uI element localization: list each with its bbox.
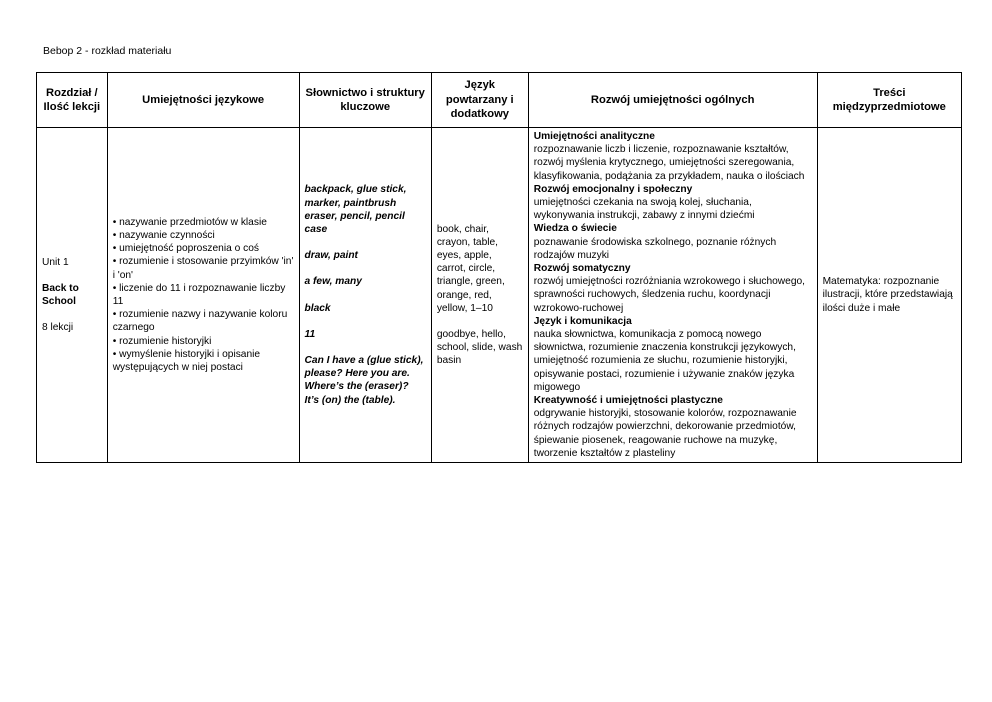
header-cross-curricular: Treści międzyprzedmiotowe [817, 73, 961, 128]
repeated-words: book, chair, crayon, table, eyes, apple, carrot, circle, triangle, green, orange, red, yellow, 1–10 [436, 223, 505, 314]
list-item: • rozumienie i stosowanie przyimków 'in' i 'on' [112, 256, 294, 281]
table-row [37, 128, 962, 463]
skill-heading: Wiedza o świecie [533, 223, 617, 235]
list-item: • nazywanie przedmiotów w klasie [112, 216, 267, 228]
skill-heading: Rozwój somatyczny [533, 263, 631, 275]
header-general-skills: Rozwój umiejętności ogólnych [528, 73, 817, 128]
cell-general-skills [528, 128, 817, 463]
header-chapter: Rozdział / Ilość lekcji [37, 73, 108, 128]
skill-heading: Kreatywność i umiejętności plastyczne [533, 395, 723, 407]
list-item: • wymyślenie historyjki i opisanie występujących w niej postaci [112, 348, 261, 374]
header-row [37, 73, 962, 128]
lesson-count: 8 lekcji [42, 322, 74, 334]
skill-heading: Rozwój emocjonalny i społeczny [533, 183, 693, 195]
cell-chapter [37, 128, 108, 463]
unit-title: Back to School [42, 282, 79, 308]
cell-repeated-language [431, 128, 528, 463]
header-repeated-language: Język powtarzany i dodatkowy [431, 73, 528, 128]
skill-text: nauka słownictwa, komunikacja z pomocą nowego słownictwa, rozumienie znaczenia konstrukcji językowych, umiejętność rozumienia ze słuchu, rozumienie historyjki, opisywanie postaci, rozumienie i używanie znaków języka migowego [533, 329, 796, 393]
cell-language-skills [107, 128, 299, 463]
list-item: • nazywanie czynności [112, 230, 215, 242]
vocab-number: 11 [304, 328, 316, 340]
skill-text: umiejętności czekania na swoją kolej, słuchania, wykonywania instrukcji, zabawy z innymi dziećmi [533, 197, 755, 222]
list-item: • rozumienie historyjki [112, 335, 212, 347]
vocab-phrases: Can I have a (glue stick), please? Here you are. Where’s the (eraser)? It’s (on) the (table). [304, 354, 424, 406]
skill-heading: Umiejętności analityczne [533, 131, 655, 142]
skill-text: rozwój umiejętności rozróżniania wzrokowego i słuchowego, sprawności ruchowych, śledzenia ruchu, koordynacji wzrokowo-ruchowej [533, 276, 805, 314]
skill-text: odgrywanie historyjki, stosowanie kolorów, rozpoznawanie różnych rodzajów powierzchni, dekorowanie przedmiotów, śpiewanie piosenek, reagowanie ruchowe na muzykę, tworzenie kształtów z plasteliny [533, 408, 797, 459]
skill-text: poznawanie środowiska szkolnego, poznanie różnych rodzajów muzyki [533, 236, 777, 261]
vocab-quantity: a few, many [304, 276, 362, 288]
list-item: • liczenie do 11 i rozpoznawanie liczby 11 [112, 282, 286, 308]
cross-curricular-text: Matematyka: rozpoznanie ilustracji, które przedstawiają ilości duże i małe [822, 276, 953, 314]
list-item: • umiejętność poproszenia o coś [112, 243, 259, 255]
unit-number: Unit 1 [42, 256, 69, 268]
vocab-nouns: backpack, glue stick, marker, paintbrush eraser, pencil, pencil case [304, 184, 407, 235]
skill-text: rozpoznawanie liczb i liczenie, rozpoznawanie kształtów, rozwój myślenia krytycznego, umiejętności szeregowania, klasyfikowania, podążania za przykładem, nauka o ilościach [533, 144, 805, 182]
vocab-color: black [304, 302, 331, 314]
syllabus-table [36, 72, 962, 463]
cell-vocabulary [299, 128, 431, 463]
vocab-verbs: draw, paint [304, 250, 358, 262]
document-title: Bebop 2 - rozkład materiału [43, 45, 172, 57]
additional-words: goodbye, hello, school, slide, wash basin [436, 328, 523, 367]
cell-cross-curricular [817, 128, 961, 463]
list-item: • rozumienie nazwy i nazywanie koloru czarnego [112, 309, 288, 334]
header-language-skills: Umiejętności językowe [107, 73, 299, 128]
skill-heading: Język i komunikacja [533, 315, 632, 327]
header-vocabulary: Słownictwo i struktury kluczowe [299, 73, 431, 128]
